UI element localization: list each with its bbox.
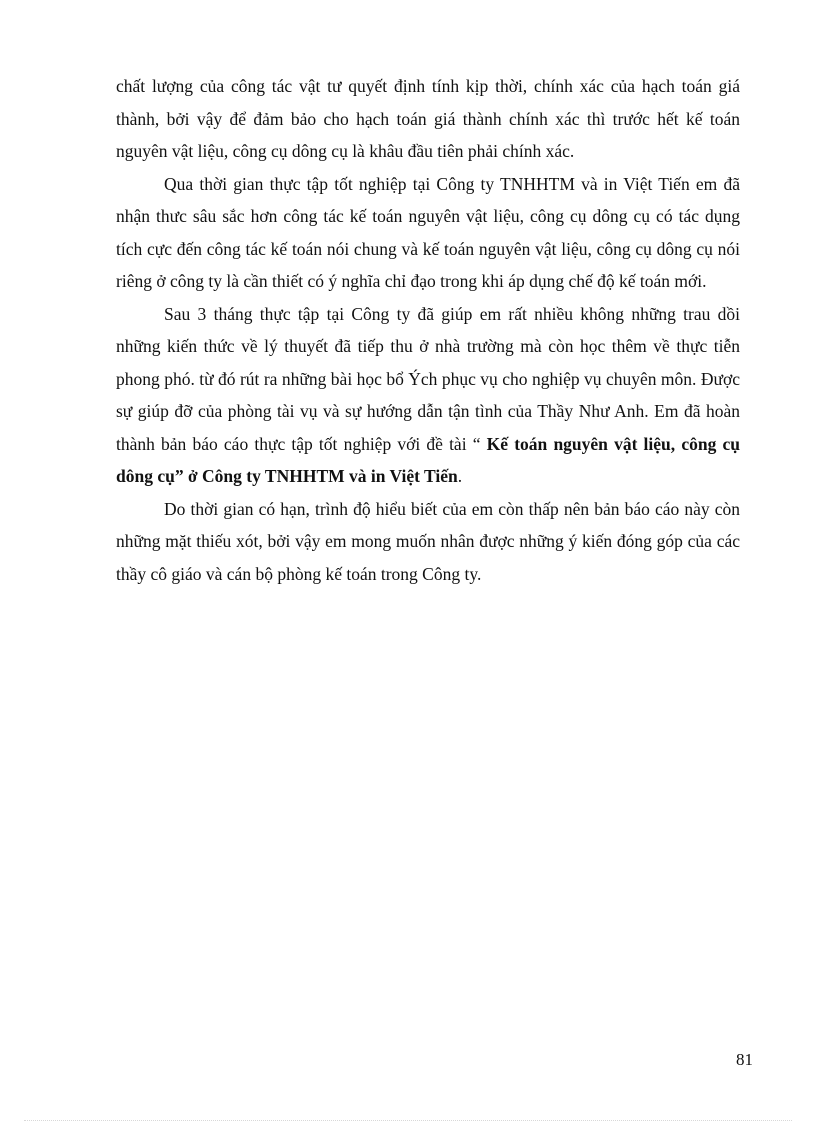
paragraph-3 bbox=[116, 298, 740, 493]
paragraph-4: Do thời gian có hạn, trình độ hiểu biết của em còn thấp nên bản báo cáo này còn những mặt thiếu xót, bởi vậy em mong muốn nhân được những ý kiến đóng góp của các thầy cô giáo và cán bộ phòng kế toán trong Công ty. bbox=[116, 498, 740, 584]
report-title-bold: Kế toán nguyên vật liệu, công cụ dông cụ” ở Công ty TNHHTM và in Việt Tiến bbox=[116, 433, 740, 486]
paragraph-3-end: . bbox=[457, 466, 463, 486]
paragraph-1: chất lượng của công tác vật tư quyết định tính kịp thời, chính xác của hạch toán giá thành, bởi vậy để đảm bảo cho hạch toán giá thành chính xác thì trước hết kế toán nguyên vật liệu, công cụ dông cụ là khâu đầu tiên phải chính xác. bbox=[116, 76, 740, 161]
body-text bbox=[116, 70, 740, 590]
paragraph-2: Qua thời gian thực tập tốt nghiệp tại Công ty TNHHTM và in Việt Tiến em đã nhận thưc sâu sắc hơn công tác kế toán nguyên vật liệu, công cụ dông cụ có tác dụng tích cực đến công tác kế toán nói chung và kế toán nguyên vật liệu, công cụ dông cụ nói riêng ở công ty là cần thiết có ý nghĩa chỉ đạo trong khi áp dụng chế độ kế toán mới. bbox=[116, 173, 740, 291]
page-number: 81 bbox=[736, 1050, 753, 1069]
footer-divider bbox=[24, 1120, 792, 1121]
paragraph-3-text: Sau 3 tháng thực tập tại Công ty đã giúp em rất nhiều không những trau dồi những kiến thức về lý thuyết đã tiếp thu ở nhà trường mà còn học thêm về thực tiễn phong phó. từ đó rút ra những bài học bổ Ých phục vụ cho nghiệp vụ chuyên môn. Được sự giúp đỡ của phòng tài vụ và sự hướng dẫn tận tình của Thầy Như Anh. Em đã hoàn thành bản báo cáo thực tập tốt nghiệp với đề tài “ bbox=[116, 303, 740, 454]
